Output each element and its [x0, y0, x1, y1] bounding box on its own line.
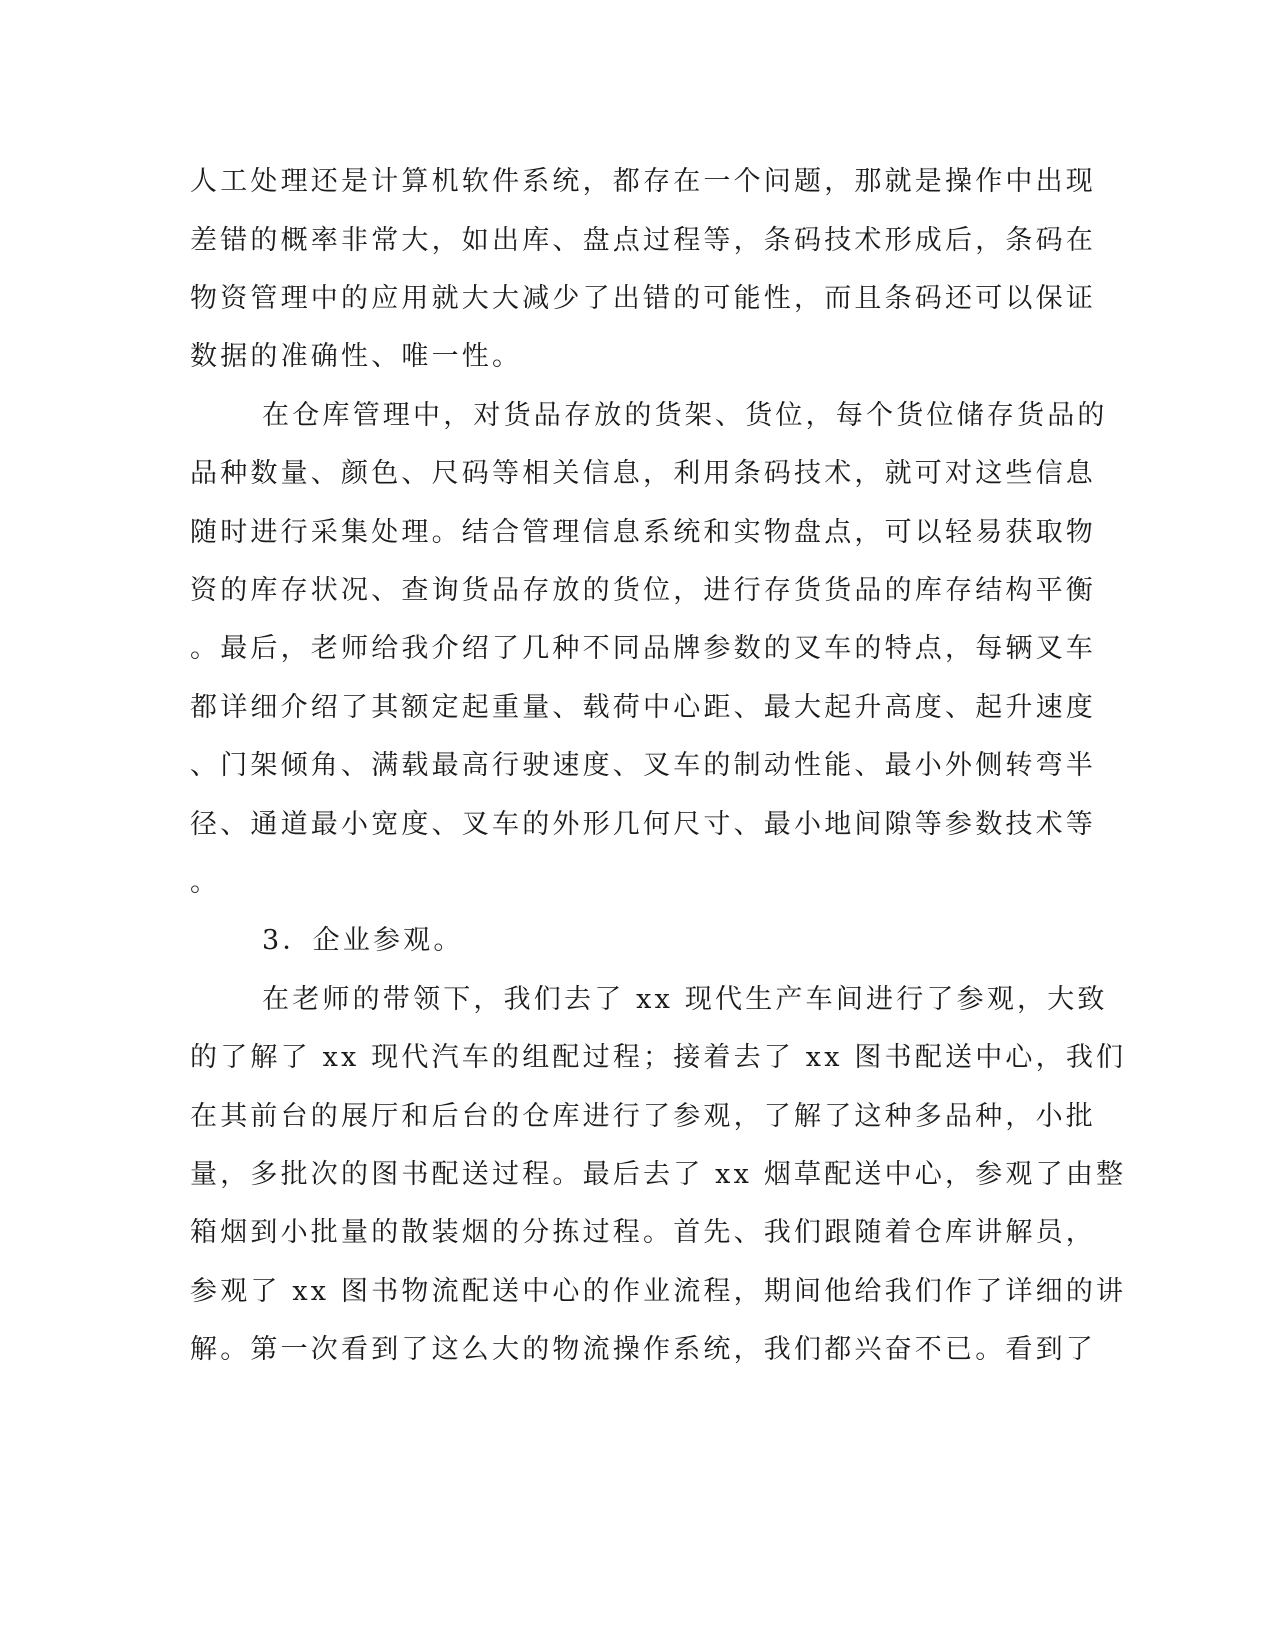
text-line: 随时进行采集处理。结合管理信息系统和实物盘点，可以轻易获取物 — [190, 517, 1096, 548]
text-line: 差错的概率非常大，如出库、盘点过程等，条码技术形成后，条码在 — [190, 225, 1096, 256]
text-line: 、门架倾角、满载最高行驶速度、叉车的制动性能、最小外侧转弯半 — [190, 750, 1096, 781]
text-line: 参观了 xx 图书物流配送中心的作业流程，期间他给我们作了详细的讲 — [190, 1276, 1127, 1307]
section-heading: 3．企业参观。 — [262, 925, 464, 956]
text-line: 品种数量、颜色、尺码等相关信息，利用条码技术，就可对这些信息 — [190, 458, 1096, 489]
text-line: 在仓库管理中，对货品存放的货架、货位，每个货位储存货品的 — [262, 400, 1108, 431]
text-line: 量，多批次的图书配送过程。最后去了 xx 烟草配送中心，参观了由整 — [190, 1159, 1127, 1190]
text-line: 人工处理还是计算机软件系统，都存在一个问题，那就是操作中出现 — [190, 166, 1096, 197]
text-line: 在老师的带领下，我们去了 xx 现代生产车间进行了参观，大致 — [262, 984, 1108, 1015]
text-line: 物资管理中的应用就大大减少了出错的可能性，而且条码还可以保证 — [190, 283, 1096, 314]
text-line: 箱烟到小批量的散装烟的分拣过程。首先、我们跟随着仓库讲解员， — [190, 1217, 1096, 1248]
text-line: 解。第一次看到了这么大的物流操作系统，我们都兴奋不已。看到了 — [190, 1334, 1096, 1365]
text-line: 的了解了 xx 现代汽车的组配过程；接着去了 xx 图书配送中心，我们 — [190, 1042, 1127, 1073]
text-line: 径、通道最小宽度、叉车的外形几何尺寸、最小地间隙等参数技术等 — [190, 809, 1096, 840]
text-line: 都详细介绍了其额定起重量、载荷中心距、最大起升高度、起升速度 — [190, 692, 1096, 723]
text-line: 在其前台的展厅和后台的仓库进行了参观，了解了这种多品种，小批 — [190, 1101, 1096, 1132]
text-line: 资的库存状况、查询货品存放的货位，进行存货货品的库存结构平衡 — [190, 575, 1096, 606]
text-line: 。 — [190, 867, 221, 898]
text-line: 。最后，老师给我介绍了几种不同品牌参数的叉车的特点，每辆叉车 — [190, 633, 1096, 664]
text-line: 数据的准确性、唯一性。 — [190, 341, 523, 372]
